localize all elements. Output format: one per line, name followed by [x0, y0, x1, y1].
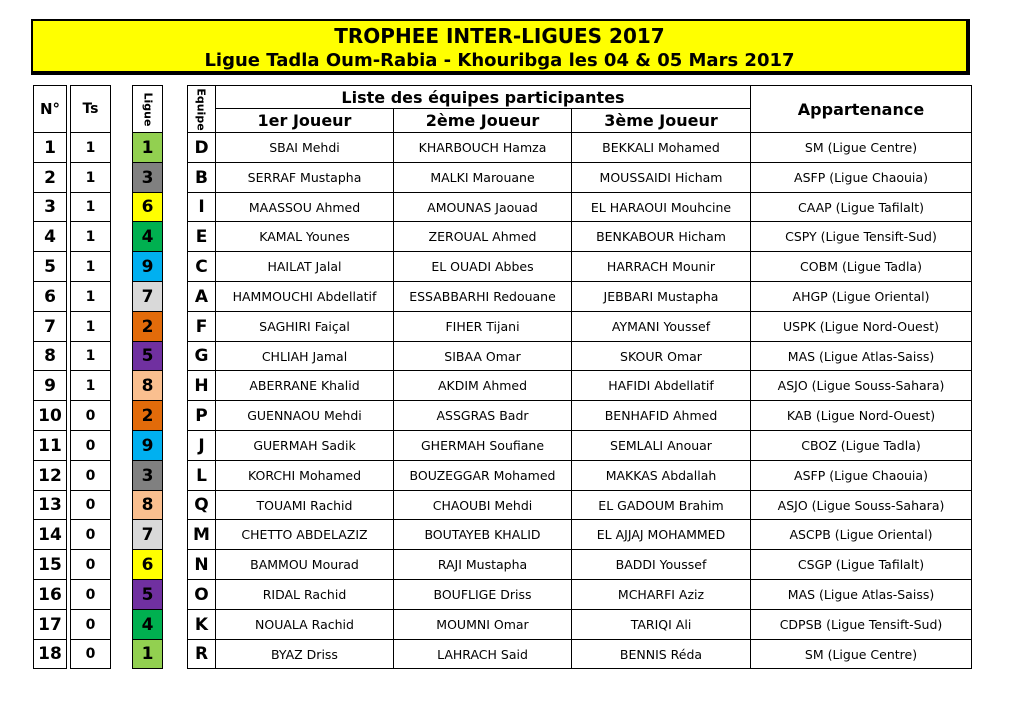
row-joueur-2: MALKI Marouane	[393, 162, 572, 193]
row-joueur-3: AYMANI Youssef	[571, 311, 751, 342]
row-joueur-3: BADDI Youssef	[571, 549, 751, 580]
row-equipe: L	[187, 460, 216, 491]
header-joueur-2: 2ème Joueur	[393, 108, 572, 133]
row-joueur-3: BENKABOUR Hicham	[571, 221, 751, 252]
row-number: 8	[33, 341, 67, 371]
row-ligue: 9	[132, 430, 163, 461]
row-appartenance: CSGP (Ligue Tafilalt)	[750, 549, 972, 580]
row-joueur-3: SKOUR Omar	[571, 341, 751, 371]
row-appartenance: ASFP (Ligue Chaouia)	[750, 460, 972, 491]
row-ligue: 6	[132, 549, 163, 580]
row-number: 4	[33, 221, 67, 252]
row-ligue: 2	[132, 311, 163, 342]
row-ts: 0	[70, 460, 111, 491]
header-joueur-3: 3ème Joueur	[571, 108, 751, 133]
row-joueur-2: KHARBOUCH Hamza	[393, 132, 572, 163]
row-ligue: 4	[132, 221, 163, 252]
row-joueur-1: BAMMOU Mourad	[215, 549, 394, 580]
row-joueur-2: GHERMAH Soufiane	[393, 430, 572, 461]
row-joueur-2: AMOUNAS Jaouad	[393, 192, 572, 222]
row-joueur-2: LAHRACH Said	[393, 639, 572, 669]
row-joueur-3: TARIQI Ali	[571, 609, 751, 640]
row-joueur-3: EL AJJAJ MOHAMMED	[571, 519, 751, 550]
row-joueur-1: TOUAMI Rachid	[215, 490, 394, 520]
row-ts: 0	[70, 609, 111, 640]
row-appartenance: KAB (Ligue Nord-Ouest)	[750, 400, 972, 431]
row-number: 11	[33, 430, 67, 461]
row-joueur-2: BOUZEGGAR Mohamed	[393, 460, 572, 491]
row-equipe: E	[187, 221, 216, 252]
row-ligue: 8	[132, 370, 163, 401]
row-number: 5	[33, 251, 67, 282]
row-ligue: 1	[132, 639, 163, 669]
row-equipe: I	[187, 192, 216, 222]
row-joueur-2: ESSABBARHI Redouane	[393, 281, 572, 312]
row-ts: 0	[70, 430, 111, 461]
title-banner	[31, 19, 970, 75]
row-joueur-3: BENNIS Réda	[571, 639, 751, 669]
row-joueur-1: NOUALA Rachid	[215, 609, 394, 640]
header-liste: Liste des équipes participantes	[215, 85, 751, 109]
row-number: 18	[33, 639, 67, 669]
row-joueur-3: MOUSSAIDI Hicham	[571, 162, 751, 193]
row-equipe: D	[187, 132, 216, 163]
row-number: 16	[33, 579, 67, 610]
row-number: 15	[33, 549, 67, 580]
header-num: N°	[33, 85, 67, 133]
row-joueur-2: BOUFLIGE Driss	[393, 579, 572, 610]
row-ts: 1	[70, 162, 111, 193]
row-ts: 1	[70, 281, 111, 312]
row-joueur-1: KORCHI Mohamed	[215, 460, 394, 491]
row-number: 13	[33, 490, 67, 520]
row-joueur-1: KAMAL Younes	[215, 221, 394, 252]
row-appartenance: SM (Ligue Centre)	[750, 132, 972, 163]
row-joueur-1: BYAZ Driss	[215, 639, 394, 669]
row-number: 17	[33, 609, 67, 640]
row-number: 12	[33, 460, 67, 491]
row-appartenance: AHGP (Ligue Oriental)	[750, 281, 972, 312]
row-appartenance: MAS (Ligue Atlas-Saiss)	[750, 341, 972, 371]
header-appartenance: Appartenance	[750, 85, 972, 133]
row-joueur-1: HAMMOUCHI Abdellatif	[215, 281, 394, 312]
row-joueur-3: EL GADOUM Brahim	[571, 490, 751, 520]
row-ts: 0	[70, 579, 111, 610]
row-equipe: N	[187, 549, 216, 580]
header-joueur-1: 1er Joueur	[215, 108, 394, 133]
row-joueur-1: GUERMAH Sadik	[215, 430, 394, 461]
row-appartenance: CDPSB (Ligue Tensift-Sud)	[750, 609, 972, 640]
row-ts: 1	[70, 251, 111, 282]
row-joueur-3: HAFIDI Abdellatif	[571, 370, 751, 401]
row-joueur-2: CHAOUBI Mehdi	[393, 490, 572, 520]
row-ligue: 5	[132, 579, 163, 610]
row-joueur-3: MAKKAS Abdallah	[571, 460, 751, 491]
row-joueur-2: FIHER Tijani	[393, 311, 572, 342]
row-ts: 1	[70, 370, 111, 401]
row-joueur-1: CHETTO ABDELAZIZ	[215, 519, 394, 550]
row-equipe: K	[187, 609, 216, 640]
row-appartenance: CBOZ (Ligue Tadla)	[750, 430, 972, 461]
header-equipe	[187, 85, 216, 133]
row-number: 3	[33, 192, 67, 222]
row-equipe: O	[187, 579, 216, 610]
row-ligue: 3	[132, 162, 163, 193]
row-joueur-2: ASSGRAS Badr	[393, 400, 572, 431]
row-number: 10	[33, 400, 67, 431]
row-equipe: B	[187, 162, 216, 193]
row-ligue: 1	[132, 132, 163, 163]
row-appartenance: ASCPB (Ligue Oriental)	[750, 519, 972, 550]
row-equipe: H	[187, 370, 216, 401]
row-joueur-3: MCHARFI Aziz	[571, 579, 751, 610]
row-number: 2	[33, 162, 67, 193]
row-ts: 1	[70, 221, 111, 252]
row-number: 14	[33, 519, 67, 550]
row-ts: 1	[70, 341, 111, 371]
row-ts: 1	[70, 311, 111, 342]
row-ts: 0	[70, 549, 111, 580]
row-ts: 1	[70, 192, 111, 222]
row-joueur-1: SERRAF Mustapha	[215, 162, 394, 193]
row-joueur-2: SIBAA Omar	[393, 341, 572, 371]
row-joueur-3: BEKKALI Mohamed	[571, 132, 751, 163]
row-appartenance: CSPY (Ligue Tensift-Sud)	[750, 221, 972, 252]
row-number: 6	[33, 281, 67, 312]
row-appartenance: ASFP (Ligue Chaouia)	[750, 162, 972, 193]
row-equipe: R	[187, 639, 216, 669]
header-ligue	[132, 85, 163, 133]
row-joueur-3: EL HARAOUI Mouhcine	[571, 192, 751, 222]
row-ligue: 7	[132, 519, 163, 550]
row-ligue: 6	[132, 192, 163, 222]
page-subtitle: Ligue Tadla Oum-Rabia - Khouribga les 04 & 05 Mars 2017	[204, 50, 795, 71]
row-appartenance: ASJO (Ligue Souss-Sahara)	[750, 490, 972, 520]
row-joueur-1: HAILAT Jalal	[215, 251, 394, 282]
row-ts: 0	[70, 400, 111, 431]
row-joueur-2: BOUTAYEB KHALID	[393, 519, 572, 550]
row-appartenance: CAAP (Ligue Tafilalt)	[750, 192, 972, 222]
row-joueur-3: HARRACH Mounir	[571, 251, 751, 282]
row-joueur-3: JEBBARI Mustapha	[571, 281, 751, 312]
header-ts: Ts	[70, 85, 111, 133]
row-equipe: C	[187, 251, 216, 282]
row-appartenance: ASJO (Ligue Souss-Sahara)	[750, 370, 972, 401]
row-equipe: Q	[187, 490, 216, 520]
row-ligue: 9	[132, 251, 163, 282]
row-equipe: J	[187, 430, 216, 461]
row-joueur-1: CHLIAH Jamal	[215, 341, 394, 371]
header-equipe-label: Equipe	[195, 87, 209, 131]
row-appartenance: MAS (Ligue Atlas-Saiss)	[750, 579, 972, 610]
row-joueur-1: SBAI Mehdi	[215, 132, 394, 163]
row-joueur-2: AKDIM Ahmed	[393, 370, 572, 401]
row-joueur-3: SEMLALI Anouar	[571, 430, 751, 461]
row-ligue: 8	[132, 490, 163, 520]
page-title: TROPHEE INTER-LIGUES 2017	[334, 24, 665, 48]
row-equipe: F	[187, 311, 216, 342]
row-equipe: M	[187, 519, 216, 550]
row-equipe: G	[187, 341, 216, 371]
row-joueur-2: MOUMNI Omar	[393, 609, 572, 640]
row-joueur-2: ZEROUAL Ahmed	[393, 221, 572, 252]
row-ts: 0	[70, 639, 111, 669]
row-ligue: 5	[132, 341, 163, 371]
row-joueur-2: RAJI Mustapha	[393, 549, 572, 580]
row-ts: 1	[70, 132, 111, 163]
row-joueur-3: BENHAFID Ahmed	[571, 400, 751, 431]
row-joueur-1: GUENNAOU Mehdi	[215, 400, 394, 431]
row-equipe: P	[187, 400, 216, 431]
row-number: 7	[33, 311, 67, 342]
row-joueur-1: MAASSOU Ahmed	[215, 192, 394, 222]
row-number: 1	[33, 132, 67, 163]
row-joueur-1: RIDAL Rachid	[215, 579, 394, 610]
row-joueur-2: EL OUADI Abbes	[393, 251, 572, 282]
row-ligue: 7	[132, 281, 163, 312]
header-ligue-label: Ligue	[141, 92, 155, 126]
row-number: 9	[33, 370, 67, 401]
row-appartenance: SM (Ligue Centre)	[750, 639, 972, 669]
row-ts: 0	[70, 490, 111, 520]
row-joueur-1: ABERRANE Khalid	[215, 370, 394, 401]
row-equipe: A	[187, 281, 216, 312]
row-ts: 0	[70, 519, 111, 550]
row-appartenance: COBM (Ligue Tadla)	[750, 251, 972, 282]
row-ligue: 3	[132, 460, 163, 491]
row-appartenance: USPK (Ligue Nord-Ouest)	[750, 311, 972, 342]
row-ligue: 4	[132, 609, 163, 640]
row-joueur-1: SAGHIRI Faiçal	[215, 311, 394, 342]
row-ligue: 2	[132, 400, 163, 431]
